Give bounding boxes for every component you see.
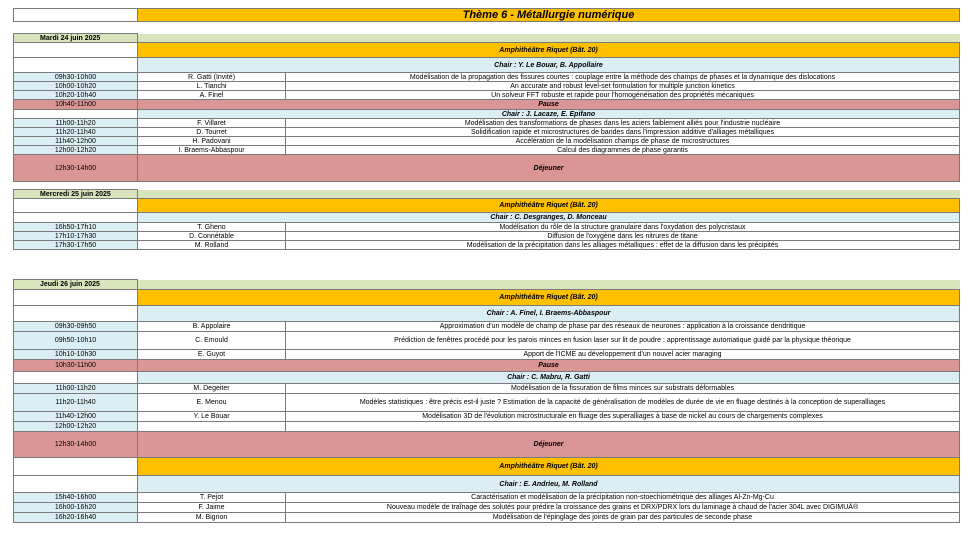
chair-row [13,306,960,322]
speaker-cell: A. Finel [137,90,286,100]
speaker-cell: F. Jaime [137,502,286,513]
talk-title-cell: Modèles statistiques : être précis est-il juste ? Estimation de la capacité de généralisation de modèles de durée de vie en fluage destinés à la conception de superalliages [285,393,960,412]
room-label: Amphithéâtre Riquet (Bât. 20) [137,289,960,306]
lunch-row [13,155,960,182]
room-row [13,290,960,306]
talk-title-cell: Approximation d'un modèle de champ de phase par des réseaux de neurones : application à la croissance dendritique [285,321,960,332]
speaker-cell: E. Menou [137,393,286,412]
day-label: Jeudi 26 juin 2025 [13,279,138,290]
speaker-cell: T. Pejot [137,492,286,503]
talk-title-cell: Caractérisation et modélisation de la précipitation non-stoechiométrique des alliages Al-Zn-Mg-Cu [285,492,960,503]
speaker-cell: T. Gheno [137,222,286,232]
table-row [13,241,960,250]
time-cell: 16h20-16h40 [13,512,138,523]
time-cell: 09h50-10h10 [13,331,138,350]
room-row [13,199,960,213]
speaker-cell: C. Emould [137,331,286,350]
room-label: Amphithéâtre Riquet (Bât. 20) [137,42,960,58]
time-cell: 10h30-11h00 [13,359,138,372]
chair-label: Chair : J. Lacaze, E. Epifano [137,109,960,119]
talk-title-cell: An accurate and robust level-set formulation for multiple junction kinetics [285,81,960,91]
time-cell: 11h00-11h20 [13,383,138,394]
chair-row [13,58,960,73]
speaker-cell: H. Padovani [137,136,286,146]
talk-title-cell: Un solveur FFT robuste et rapide pour l'homogénéisation des propriétés mécaniques [285,90,960,100]
time-cell: 12h00-12h20 [13,145,138,155]
theme-title: Thème 6 - Métallurgie numérique [137,8,960,22]
pause-label: Pause [137,99,960,110]
speaker-cell: Y. Le Bouar [137,411,286,422]
talk-title-cell: Prédiction de fenêtres procédé pour les parois minces en fusion laser sur lit de poudre : apprentissage automatique guidé par la physique théorique [285,331,960,350]
time-cell: 10h00-10h20 [13,81,138,91]
time-cell: 11h20-11h40 [13,127,138,137]
day-label: Mercredi 25 juin 2025 [13,189,138,199]
lunch-label: Déjeuner [137,431,960,458]
chair-label: Chair : E. Andrieu, M. Rolland [137,475,960,493]
chair-label: Chair : C. Mabru, R. Gatti [137,371,960,384]
time-cell: 12h30-14h00 [13,431,138,458]
talk-title-cell: Modélisation de la propagation des fissures courtes : couplage entre la méthode des champs de phases et la dynamique des dislocations [285,72,960,82]
talk-title-cell: Nouveau modèle de traînage des solutés pour prédire la croissance des grains et DRX/PDRX lors du laminage à chaud de l'acier 304L avec DIGIMUÂ® [285,502,960,513]
speaker-cell: R. Gatti (Invité) [137,72,286,82]
chair-row [13,476,960,493]
lunch-row [13,432,960,458]
time-cell: 16h50-17h10 [13,222,138,232]
speaker-cell: E. Guyot [137,349,286,360]
speaker-cell: M. Degeiter [137,383,286,394]
speaker-cell: L. Tianchi [137,81,286,91]
talk-title-cell: Modélisation des transformations de phases dans les aciers faiblement alliés pour l'industrie nucléaire [285,118,960,128]
speaker-cell: M. Rolland [137,240,286,250]
talk-title-cell: Accélération de la modélisation champs de phase de microstructures [285,136,960,146]
time-cell: 10h20-10h40 [13,90,138,100]
day-label: Mardi 24 juin 2025 [13,33,138,43]
time-cell: 16h00-16h20 [13,502,138,513]
talk-title-cell: Calcul des diagrammes de phase garantis [285,145,960,155]
speaker-cell: D. Tourret [137,127,286,137]
time-cell: 17h10-17h30 [13,231,138,241]
time-cell: 10h40-11h00 [13,99,138,110]
pause-label: Pause [137,359,960,372]
chair-label: Chair : C. Desgranges, D. Monceau [137,212,960,223]
time-cell: 11h00-11h20 [13,118,138,128]
chair-label: Chair : A. Finel, I. Braems-Abbaspour [137,305,960,322]
speaker-cell: I. Braems-Abbaspour [137,145,286,155]
talk-title-cell: Modélisation de la précipitation dans les alliages métalliques : effet de la diffusion dans les précipités [285,240,960,250]
talk-title-cell: Solidification rapide et microstructures de bandes dans l'impression additive d'alliages métalliques [285,127,960,137]
talk-title-cell: Modélisation 3D de l'évolution microstructurale en fluage des superalliages à base de nickel au cours de chargements complexes [285,411,960,422]
time-cell: 11h40-12h00 [13,411,138,422]
table-row [13,394,960,412]
table-row [13,513,960,523]
time-cell: 11h20-11h40 [13,393,138,412]
time-cell: 10h10-10h30 [13,349,138,360]
talk-title-cell: Diffusion de l'oxygène dans les nitrures de titane [285,231,960,241]
speaker-cell: D. Connétable [137,231,286,241]
speaker-cell: B. Appolaire [137,321,286,332]
room-label: Amphithéâtre Riquet (Bât. 20) [137,457,960,476]
speaker-cell: F. Villaret [137,118,286,128]
lunch-label: Déjeuner [137,154,960,182]
table-row [13,332,960,350]
talk-title-cell: Apport de l'ICME au développement d'un nouvel acier maraging [285,349,960,360]
room-row [13,458,960,476]
room-label: Amphithéâtre Riquet (Bât. 20) [137,198,960,213]
time-cell: 11h40-12h00 [13,136,138,146]
time-cell: 17h30-17h50 [13,240,138,250]
time-cell: 09h30-09h50 [13,321,138,332]
talk-title-cell: Modélisation de l'épinglage des joints de grain par des particules de seconde phase [285,512,960,523]
speaker-cell: M. Bignon [137,512,286,523]
chair-label: Chair : Y. Le Bouar, B. Appollaire [137,57,960,73]
time-cell: 12h00-12h20 [13,421,138,432]
talk-title-cell: Modélisation de la fissuration de films minces sur substrats déformables [285,383,960,394]
time-cell: 15h40-16h00 [13,492,138,503]
time-cell: 12h30-14h00 [13,154,138,182]
room-row [13,43,960,58]
talk-title-cell: Modélisation du rôle de la structure granulaire dans l'oxydation des polycristaux [285,222,960,232]
blank-cell [13,8,138,22]
theme-header-row [13,9,960,22]
time-cell: 09h30-10h00 [13,72,138,82]
